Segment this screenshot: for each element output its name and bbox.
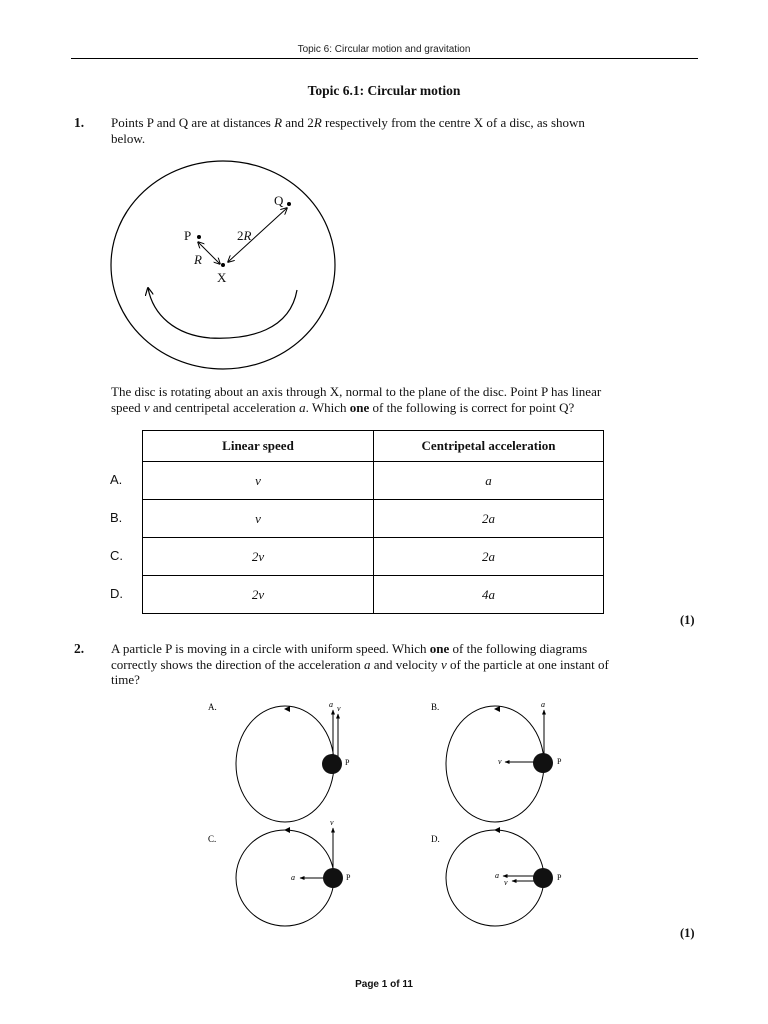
p-label: P: [557, 873, 562, 882]
question-2-mark: (1): [680, 926, 695, 940]
label-r: R: [194, 252, 202, 267]
particle-p: [533, 868, 553, 888]
v-label: v: [504, 878, 508, 887]
label-q: Q: [274, 193, 284, 208]
p-label: P: [345, 758, 350, 767]
question-2-number: 2.: [74, 641, 85, 656]
v-label: v: [498, 757, 502, 766]
question-2-text: A particle P is moving in a circle with uniform speed. Which one of the following diagrams correctly shows the direction of the acceleration a and velocity v of the particle at one instant of time?: [111, 641, 609, 687]
v-label: v: [337, 704, 341, 713]
direction-arrow: [494, 827, 500, 833]
circle-path: [446, 706, 544, 822]
question-1-intro: Points P and Q are at distances R and 2R respectively from the centre X of a disc, as shown below.: [111, 115, 585, 146]
cell-accel: a: [374, 462, 604, 500]
cell-accel: 2a: [374, 538, 604, 576]
label-2r: 2R: [237, 228, 252, 243]
option-b-label: B.: [431, 702, 440, 712]
option-b-diagram: [431, 700, 562, 822]
question-1-body: The disc is rotating about an axis through X, normal to the plane of the disc. Point P has linear speed v and centripetal acceleration a. Which one of the following is correct for point Q?: [111, 384, 602, 415]
option-a-label: A.: [208, 702, 217, 712]
v-label: v: [330, 818, 334, 827]
option-d-diagram: [431, 827, 562, 926]
row-label-b: B.: [110, 510, 123, 525]
page-number-footer: Page 1 of 11: [355, 979, 413, 990]
question-1-mark: (1): [680, 613, 695, 627]
cell-speed: 2v: [143, 538, 374, 576]
direction-arrow: [284, 706, 290, 712]
particle-p: [322, 754, 342, 774]
option-c-label: C.: [208, 834, 217, 844]
running-header: Topic 6: Circular motion and gravitation: [297, 44, 471, 55]
cell-accel: 4a: [374, 576, 604, 614]
cell-accel: 2a: [374, 500, 604, 538]
particle-p: [533, 753, 553, 773]
header-linear-speed: Linear speed: [143, 431, 374, 462]
a-label: a: [291, 873, 295, 882]
option-c-diagram: [208, 818, 351, 926]
circle-path: [236, 706, 334, 822]
particle-p: [323, 868, 343, 888]
header-centripetal-acceleration: Centripetal acceleration: [374, 431, 604, 462]
a-label: a: [495, 871, 499, 880]
row-label-d: D.: [110, 586, 123, 601]
direction-arrow: [284, 827, 290, 833]
question-1-number: 1.: [74, 115, 85, 130]
cell-speed: v: [143, 462, 374, 500]
option-a-diagram: [208, 700, 350, 822]
label-p: P: [184, 228, 192, 243]
option-d-label: D.: [431, 834, 440, 844]
row-label-c: C.: [110, 548, 123, 563]
a-label: a: [541, 700, 545, 709]
cell-speed: v: [143, 500, 374, 538]
row-label-a: A.: [110, 472, 123, 487]
topic-title: Topic 6.1: Circular motion: [307, 83, 461, 98]
p-label: P: [346, 873, 351, 882]
label-x: X: [217, 270, 227, 285]
p-label: P: [557, 757, 562, 766]
a-label: a: [329, 700, 333, 709]
cell-speed: 2v: [143, 576, 374, 614]
direction-arrow: [494, 706, 500, 712]
